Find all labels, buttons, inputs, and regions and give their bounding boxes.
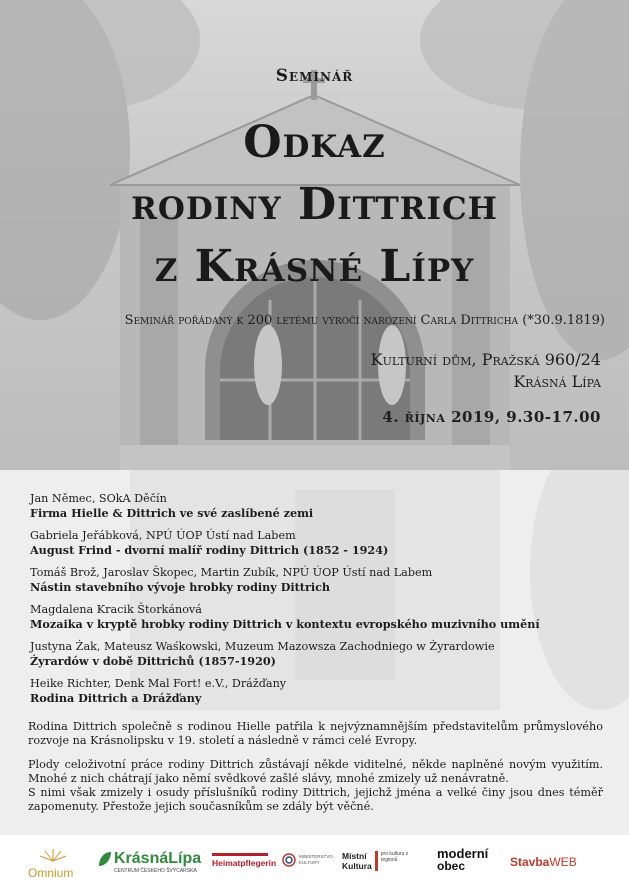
krasna-lipa-leaf-icon — [98, 851, 112, 867]
moderni-line-1: moderní — [437, 846, 489, 861]
event-date: 4. října 2019, 9.30-17.00 — [382, 408, 601, 426]
list-item — [30, 677, 610, 705]
subtitle: Seminář pořádaný k 200 letému výročí narození Carla Dittricha (*30.9.1819) — [124, 313, 605, 328]
intro-paragraph-3: S nimi však zmizely i osudy příslušníků rodiny Dittrich, jejichž jména a velké činy jsou dnes téměř zapomenuty. Přestože jejich současníkům se zdály být věčné. — [28, 786, 603, 813]
talk-list — [30, 492, 610, 714]
list-item — [30, 640, 610, 668]
talk-topic: Nástin stavebního vývoje hrobky rodiny Dittrich — [30, 580, 331, 594]
krasna-lipa-sub: CENTRUM ČESKÉHO ŠVÝCARSKA — [114, 868, 197, 874]
intro-text — [28, 720, 603, 824]
talk-speaker: Tomáš Brož, Jaroslav Škopec, Martin Zubík, NPÚ ÚOP Ústí nad Labem — [30, 566, 433, 579]
list-item — [30, 529, 610, 557]
talk-topic: Firma Hielle & Dittrich ve své zaslíbené zemi — [30, 506, 314, 520]
krasna-lipa-logo — [98, 850, 201, 874]
heimat-bar — [212, 853, 268, 856]
talk-topic: August Frind - dvorní malíř rodiny Dittrich (1852 - 1924) — [30, 543, 389, 557]
mistni-line-2: Kultura — [342, 861, 372, 871]
talk-topic: Mozaika v kryptě hrobky rodiny Dittrich v kontextu evropského muzivního umění — [30, 617, 540, 631]
intro-paragraph-2: Plody celoživotní práce rodiny Dittrich zůstávají někde viditelné, někde naplněné novým využitím. Mnohé z nich chátrají jako němí svědkové zašlé slávy, mnohé zmizely už nenávratně. — [28, 758, 603, 785]
omnium-name: Omnium — [28, 866, 74, 880]
mistni-line-1: Místní — [342, 851, 367, 861]
moderni-obec-logo — [437, 848, 488, 872]
venue — [371, 349, 601, 393]
moderni-line-2: obec — [437, 859, 466, 873]
mistni-sub: pro kulturu z regionů — [380, 851, 409, 863]
venue-town: Krásná Lípa — [513, 372, 601, 391]
mistni-bar — [375, 851, 378, 871]
talk-speaker: Gabriela Jeřábková, NPÚ ÚOP Ústí nad Labem — [30, 529, 296, 542]
poster-title — [0, 112, 629, 298]
web-part: WEB — [549, 855, 577, 869]
talk-speaker: Jan Němec, SOkA Děčín — [30, 492, 167, 505]
talk-speaker: Heike Richter, Denk Mal Fort! e.V., Drážďany — [30, 677, 287, 690]
heimatpflegerin-name: Heimatpflegerin — [212, 858, 277, 868]
omnium-sun-icon — [28, 847, 78, 863]
list-item — [30, 492, 610, 520]
list-item — [30, 566, 610, 594]
intro-paragraph-1: Rodina Dittrich společně s rodinou Hielle patřila k nejvýznamnějším představitelům průmyslového rozvoje na Krásnolipsku v 19. století a následně v rámci celé Evropy. — [28, 720, 603, 747]
ministerstvo-emblem-icon — [282, 853, 296, 867]
stavba-part: Stavba — [510, 855, 550, 869]
list-item — [30, 603, 610, 631]
talk-speaker: Magdalena Kracik Štorkánová — [30, 603, 202, 616]
heimatpflegerin-logo — [212, 853, 276, 868]
title-line-1: Odkaz — [243, 117, 386, 168]
talk-speaker: Justyna Żak, Mateusz Waśkowski, Muzeum Mazowsza Zachodniego w Żyrardowie — [30, 640, 495, 653]
talk-topic: Żyrardów v době Dittrichů (1857-1920) — [30, 654, 276, 668]
stavbaweb-logo — [510, 855, 577, 869]
partner-logos — [0, 835, 629, 889]
seminar-label: Seminář — [275, 66, 354, 86]
venue-address: Kulturní dům, Pražská 960/24 — [370, 350, 601, 369]
ministerstvo-logo — [282, 853, 333, 867]
omnium-logo — [28, 847, 78, 880]
ministerstvo-name: MINISTERSTVO KULTURY — [299, 854, 333, 865]
title-line-3: z Krásné Lípy — [154, 241, 475, 292]
krasna-lipa-name: KrásnáLípa — [114, 850, 202, 867]
title-line-2: rodiny Dittrich — [131, 179, 498, 230]
talk-topic: Rodina Dittrich a Drážďany — [30, 691, 202, 705]
mistni-kultura-logo — [342, 851, 413, 871]
